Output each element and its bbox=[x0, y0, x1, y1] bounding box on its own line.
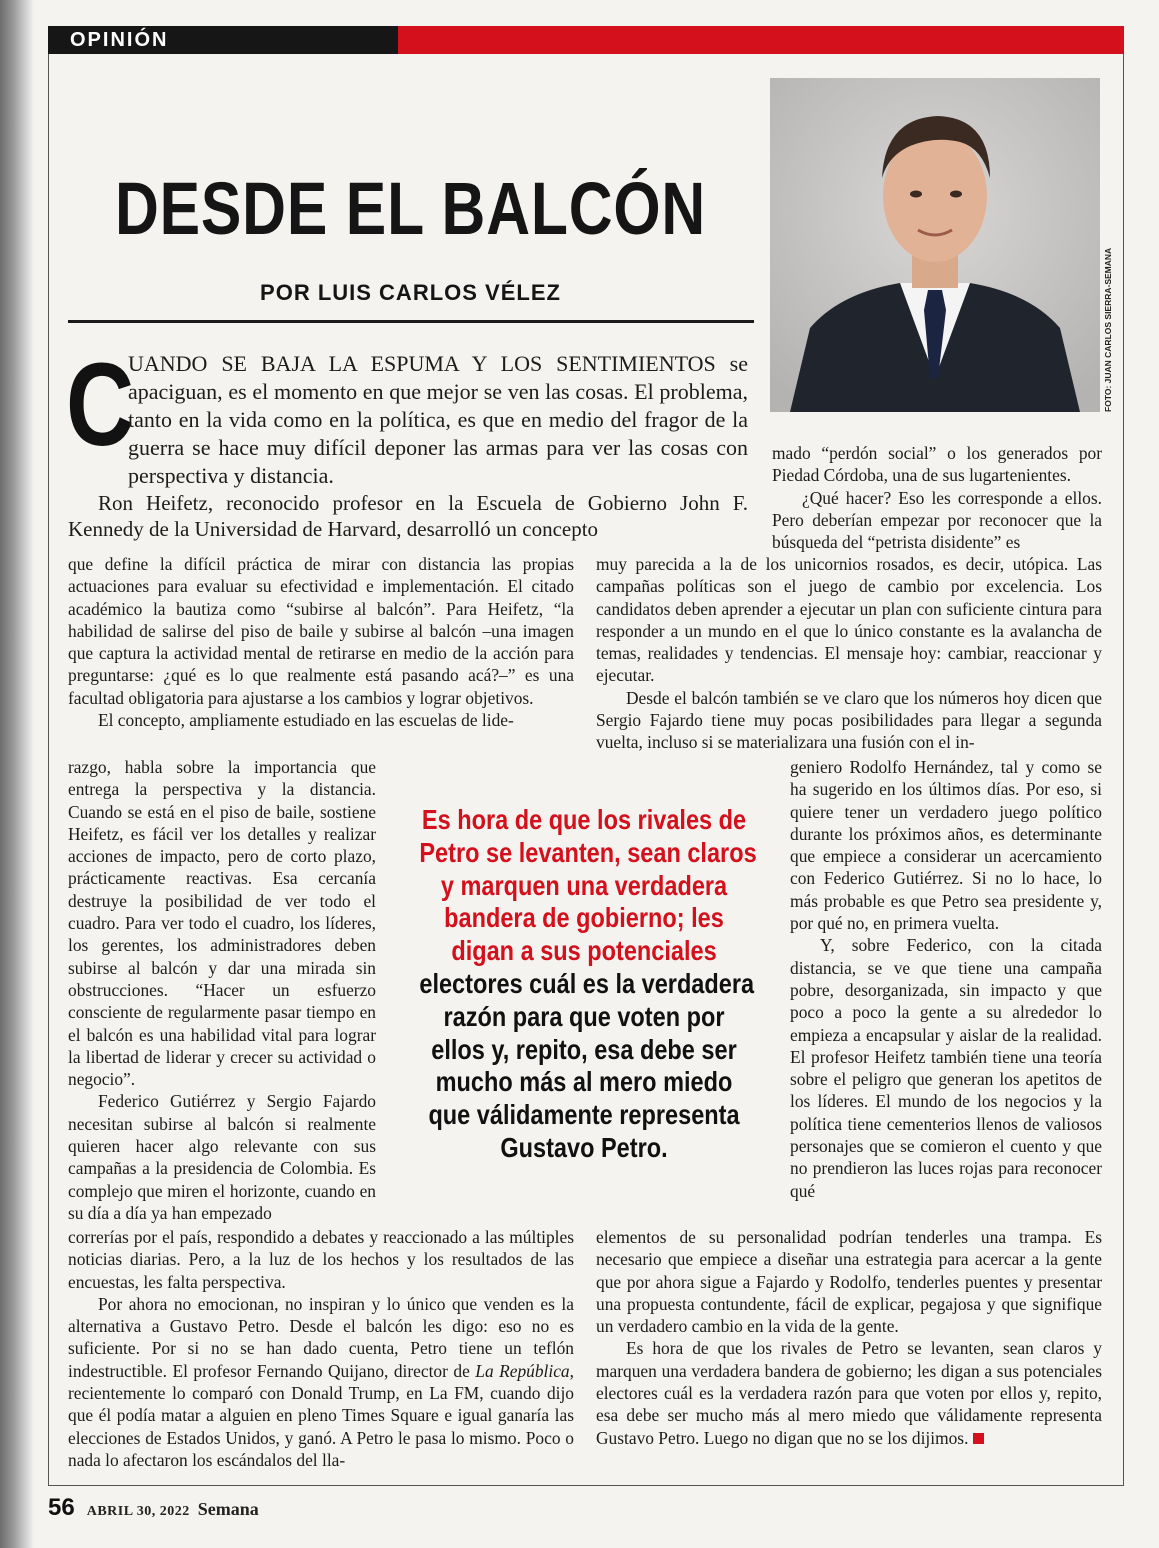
pull-quote-body bbox=[388, 968, 780, 1165]
lead-paragraph-1: UANDO SE BAJA LA ESPUMA Y LOS SENTIMIENTOS se apaciguan, es el momento en que mejor se ven las cosas. El problema, tanto en la vida como en la política, es que en medio del fragor de la guerra se hace muy difícil deponer las armas para ver las cosas con perspectiva y distancia. bbox=[128, 351, 748, 488]
pull-quote-line: Gustavo Petro. bbox=[500, 1131, 668, 1163]
pull-quote-line: digan a sus potenciales bbox=[451, 935, 717, 967]
column-1-text-c: correrías por el país, respondido a debates y reaccionado a las múltiples noticias diarias. Pero, a la luz de los hechos y los resultados de las encuestas, les falta perspectiva. Por ahora no emocionan, no inspiran y lo único que venden es la alternativa a Gustavo Petro. Desde el balcón les digo: eso no es suficiente. Por si no se han dado cuenta, Petro tiene un teflón indestructible. El profesor Fernando Quijano, director de La República, recientemente lo comparó con Donald Trump, en La FM, cuando dijo que él podía matar a alguien en pleno Times Square e igual ganaría las elecciones de Estados Unidos, y ganó. A Petro le pasa lo mismo. Poco o nada lo afectaron los escándalos del lla- bbox=[68, 1227, 574, 1470]
column-1-text-a: que define la difícil práctica de mirar con distancia las propias actuaciones para evaluar su efectividad e implementación. El citado académico la bautiza como “subirse al balcón”. Para Heifetz, “la habilidad de salirse del piso de baile y subirse al balcón –una imagen que captura la actividad mental de retirarse en medio de la acción para preguntarse: ¿qué es lo que realmente está pasando acá?–” es una facultad obligatoria para ajustarse a los cambios y lograr objetivos. El concepto, ampliamente estudiado en las escuelas de lide- bbox=[68, 554, 574, 731]
byline: POR LUIS CARLOS VÉLEZ bbox=[260, 280, 561, 305]
pull-quote-line: electores cuál es la verdadera bbox=[419, 967, 755, 999]
lead-text bbox=[66, 339, 748, 490]
pull-quote-line: que válidamente representa bbox=[428, 1099, 740, 1131]
author-photo bbox=[770, 78, 1100, 412]
headline: DESDE EL BALCÓN bbox=[114, 167, 707, 250]
section-bar-accent bbox=[398, 26, 1124, 54]
pull-quote-line: Es hora de que los rivales de bbox=[421, 804, 747, 835]
pull-quote-line: mucho más al mero miedo bbox=[435, 1066, 733, 1098]
headline-rule bbox=[68, 320, 754, 323]
page-binding-shadow bbox=[0, 0, 34, 1548]
pull-quote-line: razón para que voten por bbox=[443, 1000, 725, 1032]
pull-quote-line: ellos y, repito, esa debe ser bbox=[431, 1033, 737, 1065]
lead-paragraph-2: Ron Heifetz, reconocido profesor en la Escuela de Gobierno John F. Kennedy de la Universidad de Harvard, desarrolló un concepto bbox=[68, 491, 748, 541]
section-label: OPINIÓN bbox=[70, 29, 169, 51]
column-2-text-a: muy parecida a la de los unicornios rosados, es decir, utópica. Las campañas políticas son el juego de cambio por excelencia. Los candidatos deben aprender a ejecutar un plan con suficiente cintura para responder a un mundo en el que lo único constante es la avalancha de temas, realidades y tendencias. El mensaje hoy: cambiar, reaccionar y ejecutar. Desde el balcón también se ve claro que los números hoy dicen que Sergio Fajardo tiene muy pocas posibilidades para llegar a segunda vuelta, incluso si se materializara una fusión con el in- bbox=[596, 554, 1102, 753]
magazine-name: Semana bbox=[197, 1499, 259, 1519]
issue-date: ABRIL 30, 2022 bbox=[86, 1504, 190, 1519]
end-of-article-mark bbox=[973, 1433, 984, 1444]
pull-quote-line: Petro se levanten, sean claros bbox=[419, 836, 757, 868]
pull-quote-highlight bbox=[388, 804, 780, 968]
column-1-text-b: razgo, habla sobre la importancia que entrega la perspectiva y la distancia. Cuando se está en el piso de baile, sostiene Heifetz, es fácil ver los detalles y realizar acciones de impacto, pero de corto plazo, prácticamente reactivas. Esa cercanía destruye la posibilidad de ver todo el cuadro. Para ver todo el cuadro, los líderes, los gerentes, los administradores deben subirse al balcón y dar una mirada sin obstrucciones. “Hacer un esfuerzo consciente de regularmente pasar tiempo en el balcón es una habilidad vital para lograr la libertad de liderar y crecer su actividad o negocio”. Federico Gutiérrez y Sergio Fajardo necesitan subirse al balcón si realmente quieren hacer algo relevante con sus campañas a la presidencia de Colombia. Es complejo que miren el horizonte, cuando en su día a día ya han empezado bbox=[68, 757, 376, 1223]
column-2-text-b: geniero Rodolfo Hernández, tal y como se ha sugerido en los últimos días. Por eso, si quiere tener un verdadero juego político durante los próximos años, es determinante que empiece a considerar un acercamiento con Federico Gutiérrez. Si no lo hace, lo más probable es que Petro sea presidente y, por qué no, en primera vuelta. Y, sobre Federico, con la citada distancia, se ve que tiene una campaña pobre, desorganizada, sin impacto y que poco a poco la gente a su alrededor lo empieza a encapsular y aislar de la realidad. El profesor Heifetz también tiene una teoría sobre el peligro que generan los apetitos de los líderes. El mundo de los negocios y la política tiene cementerios llenos de valiosos personajes que se comieron el cuento y que no prendieron las luces rojas para reconocer qué bbox=[790, 757, 1102, 1201]
author-portrait-illustration bbox=[770, 78, 1100, 412]
pull-quote-line: bandera de gobierno; les bbox=[444, 902, 724, 934]
column-2-text-top: mado “perdón social” o los generados por Piedad Córdoba, una de sus lugartenientes. ¿Qué hacer? Eso les corresponde a ellos. Pero deberían empezar por reconocer que la búsqueda del “petrista disidente” es bbox=[772, 443, 1102, 553]
column-2-text-c: elementos de su personalidad podrían tenderles una trampa. Es necesario que empiece a diseñar una estrategia para acercar a la gente que por ahora sigue a Fajardo y Rodolfo, tenderles puentes y presentar una propuesta contundente, fácil de explicar, pegajosa y que signifique un verdadero cambio en la vida de la gente. Es hora de que los rivales de Petro se levanten, sean claros y marquen una verdadera bandera de gobierno; les digan a sus potenciales electores cuál es la verdadera razón para que voten por ellos y, repito, esa debe ser mucho más al mero miedo que válidamente representa Gustavo Petro. Luego no digan que no se los dijimos. bbox=[596, 1227, 1102, 1448]
photo-credit: FOTO: JUAN CARLOS SIERRA-SEMANA bbox=[1103, 247, 1113, 412]
page-footer bbox=[48, 1494, 259, 1522]
page-number: 56 bbox=[48, 1494, 75, 1521]
pull-quote-line: y marquen una verdadera bbox=[440, 869, 728, 901]
pull-quote bbox=[388, 804, 780, 1165]
drop-cap: C bbox=[66, 339, 135, 471]
